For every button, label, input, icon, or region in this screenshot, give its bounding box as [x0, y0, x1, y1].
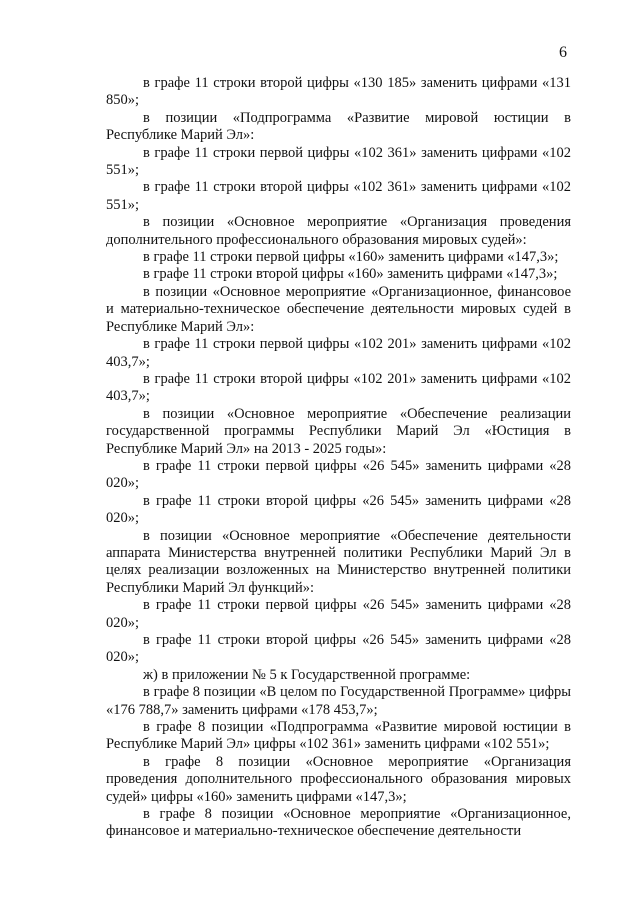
paragraph: в графе 8 позиции «Подпрограмма «Развитие мировой юстиции в Республике Марий Эл» цифры «102 361» заменить цифрами «102 551»; [106, 719, 571, 753]
paragraph: ж) в приложении № 5 к Государственной программе: [143, 666, 471, 683]
paragraph: в графе 8 позиции «В целом по Государственной Программе» цифры «176 788,7» заменить цифрами «178 453,7»; [106, 684, 571, 718]
paragraph: в графе 11 строки первой цифры «102 201» заменить цифрами «102 403,7»; [106, 336, 571, 370]
paragraph: в позиции «Основное мероприятие «Обеспечение реализации государственной программы Республики Марий Эл «Юстиция в Республике Марий Эл» на 2013 - 2025 годы»: [106, 405, 571, 457]
paragraph: в графе 11 строки второй цифры «26 545» заменить цифрами «28 020»; [106, 632, 571, 666]
document-body [106, 75, 571, 841]
paragraph: в графе 11 строки первой цифры «26 545» заменить цифрами «28 020»; [106, 457, 571, 492]
paragraph: в графе 11 строки второй цифры «26 545» заменить цифрами «28 020»; [106, 492, 571, 527]
paragraph: в графе 11 строки первой цифры «160» заменить цифрами «147,3»; [143, 249, 559, 266]
paragraph: в графе 11 строки первой цифры «26 545» заменить цифрами «28 020»; [106, 597, 571, 631]
paragraph: в позиции «Основное мероприятие «Обеспечение деятельности аппарата Министерства внутренней политики Республики Марий Эл в целях реализации возложенных на Министерство внутренней политики Республики Марий Эл функций»: [106, 527, 571, 596]
paragraph: в графе 11 строки второй цифры «130 185» заменить цифрами «131 850»; [106, 75, 571, 109]
page-number: 6 [559, 44, 567, 61]
paragraph: в графе 8 позиции «Основное мероприятие «Организационное, финансовое и материально-техническое обеспечение деятельности [106, 806, 571, 840]
paragraph: в позиции «Основное мероприятие «Организационное, финансовое и материально-техническое обеспечение деятельности мировых судей в Республике Марий Эл»: [106, 283, 571, 335]
paragraph: в графе 11 строки второй цифры «102 201» заменить цифрами «102 403,7»; [106, 370, 571, 405]
paragraph: в графе 11 строки второй цифры «160» заменить цифрами «147,3»; [143, 266, 558, 283]
paragraph: в позиции «Основное мероприятие «Организация проведения дополнительного профессионального образования мировых судей»: [106, 214, 571, 248]
paragraph: в позиции «Подпрограмма «Развитие мировой юстиции в Республике Марий Эл»: [106, 109, 571, 144]
paragraph: в графе 8 позиции «Основное мероприятие «Организация проведения дополнительного профессионального образования мировых судей» цифры «160» заменить цифрами «147,3»; [106, 753, 571, 805]
paragraph: в графе 11 строки второй цифры «102 361» заменить цифрами «102 551»; [106, 179, 571, 213]
paragraph: в графе 11 строки первой цифры «102 361» заменить цифрами «102 551»; [106, 144, 571, 179]
